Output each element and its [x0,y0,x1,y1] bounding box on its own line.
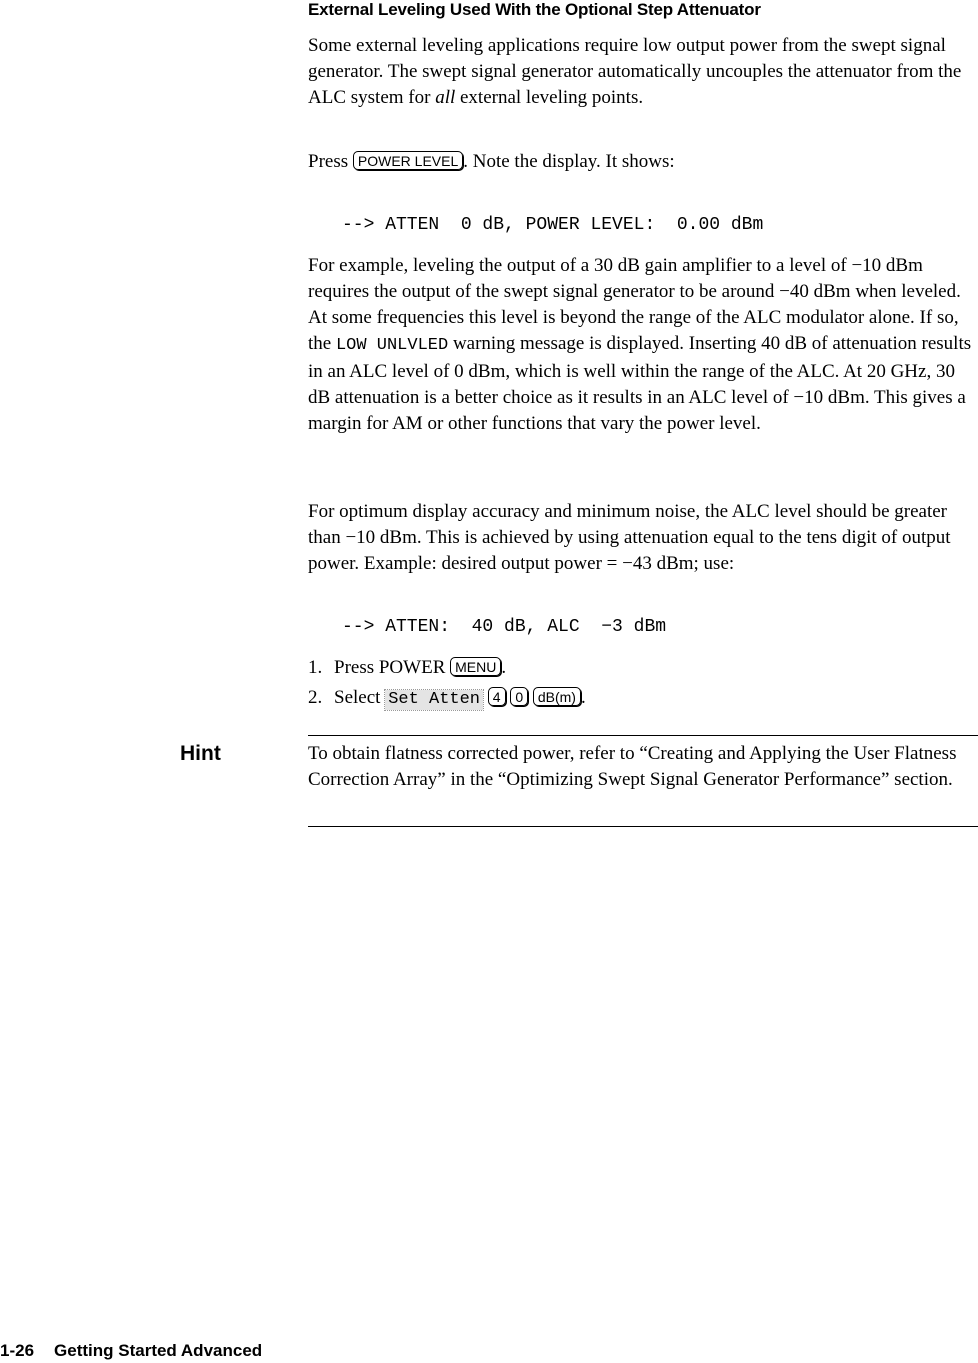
display-readout-2: --> ATTEN: 40 dB, ALC −3 dBm [342,617,667,637]
step-text: Select [334,687,381,708]
intro-emphasis: all [435,87,456,108]
hint-bottom-rule [308,826,978,827]
page-footer [0,1341,262,1361]
optimum-paragraph: For optimum display accuracy and minimum noise, the ALC level should be greater than −10 dBm. This is achieved by using attenuation equal to the tens digit of output power. Example: desired output power = −43 dBm; use: [308,501,951,574]
set-atten-softkey: Set Atten [385,690,483,710]
press-prefix: Press [308,151,349,172]
step-text: Press POWER [334,657,446,678]
page-number: 1-26 [0,1341,35,1360]
section-heading: External Leveling Used With the Optional Step Attenuator [308,0,761,19]
step-1 [308,655,974,681]
step-suffix: . [501,657,507,678]
intro-text-1: Some external leveling applications require low output power from the swept signal generator. The swept signal generator automatically uncouples the attenuator from the ALC system for [308,35,962,108]
dbm-key: dB(m) [533,687,581,706]
step-number: 2. [308,687,323,708]
display-readout-1: --> ATTEN 0 dB, POWER LEVEL: 0.00 dBm [342,215,764,235]
warning-message: LOW UNLVLED [335,336,449,355]
menu-key: MENU [450,657,501,676]
power-level-key: POWER LEVEL [353,151,463,170]
step-2 [308,685,974,711]
step-suffix: . [580,687,586,708]
hint-text: To obtain flatness corrected power, refer to “Creating and Applying the User Flatness Correction Array” in the “Optimizing Swept Signal Generator Performance” section. [308,743,957,790]
example-paragraph [308,253,974,437]
chapter-title: Getting Started Advanced [54,1341,263,1360]
intro-paragraph [308,33,974,111]
intro-text-2: external leveling points. [455,87,644,108]
digit-0-key: 0 [510,687,528,706]
digit-4-key: 4 [488,687,506,706]
example-text-2: warning message is displayed. Inserting 40 dB of attenuation results in an ALC level of 0 dBm, which is well within the range of the ALC. At 20 GHz, 30 dB attenuation is a better choice as it results in an ALC level of −10 dBm. This gives a margin for AM or other functions that vary the power level. [308,333,972,434]
hint-label: Hint [180,742,221,765]
hint-top-rule [308,735,978,736]
press-suffix: . Note the display. It shows: [463,151,675,172]
press-power-level-line [308,149,974,175]
step-number: 1. [308,657,323,678]
example-text-1: For example, leveling the output of a 30 dB gain amplifier to a level of −10 dBm requires the output of the swept signal generator to be around −40 dBm when leveled. At some frequencies this level is beyond the range of the ALC modulator alone. If so, the [308,255,961,354]
